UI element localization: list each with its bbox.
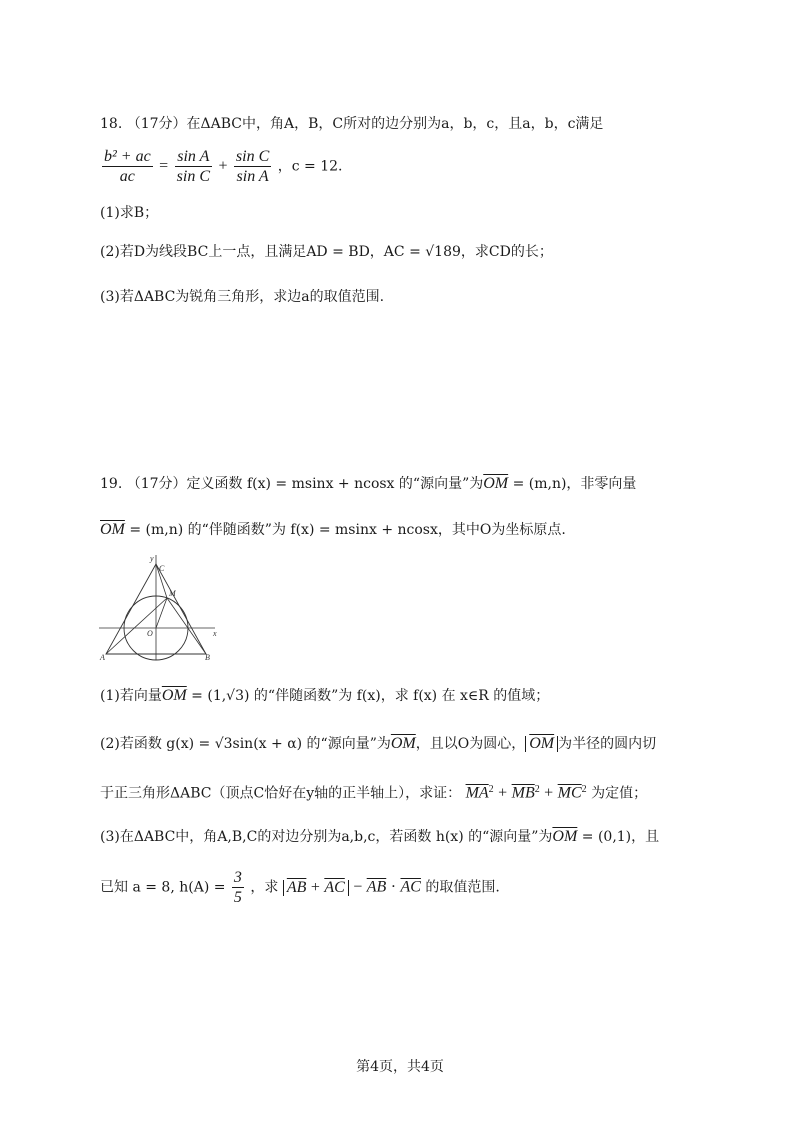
q19-stem-line1 (100, 474, 636, 494)
q18-frac1-num: b² + ac (104, 148, 151, 165)
q19-p2-line2-b: 为定值； (591, 785, 648, 802)
q19-p2-c: 为半径的圆内切 (558, 736, 657, 752)
q19-p3-frac-num: 3 (233, 869, 242, 886)
q18-frac3-den: sin A (234, 166, 271, 186)
q19-stem-b: = (m,n)，非零向量 (508, 476, 637, 492)
q19-p2-line2-a: 于正三角形ΔABC（顶点C恰好在y轴的正半轴上），求证： (100, 785, 462, 802)
q19-p3-a: (3)在ΔABC中，角A,B,C的对边分别为a,b,c，若函数 h(x) 的“源向量”为 (100, 829, 553, 845)
q18-frac1-den: ac (102, 166, 153, 186)
q19-stem2-b: = (m,n) 的“伴随函数”为 f(x) = msinx + ncosx，其中O为坐标原点. (124, 522, 566, 538)
q18-part2: (2)若D为线段BC上一点，且满足AD = BD，AC = √189，求CD的长； (100, 244, 553, 260)
q19-vector-om-2: $\overline{OM}$ (100, 521, 125, 538)
q19-p3-minus: − (353, 878, 363, 896)
q19-p3-line2-b: ，求 (250, 879, 279, 896)
q19-vector-ab-2: $\overline{AB}$ (366, 878, 387, 896)
q19-vector-mc: $\overline{MC}$ (557, 784, 582, 802)
q19-p2-abs-om (525, 736, 558, 752)
q18-equation (100, 147, 342, 186)
q18-frac3 (234, 147, 271, 186)
q18-frac2-den: sin C (176, 168, 210, 185)
q19-sq-2: 2 (534, 784, 540, 795)
q18-stem: 18. （17分）在ΔABC中，角A，B，C所对的边分别为a，b，c，且a，b，c满足 (100, 116, 604, 132)
q19-part2-line1 (100, 734, 656, 754)
q19-p2-a: (2)若函数 g(x) = √3sin(x + α) 的“源向量”为 (100, 736, 391, 752)
q19-p1-a: (1)若向量 (100, 688, 162, 704)
q19-plus-2: + (544, 784, 554, 802)
segment-om (156, 598, 167, 628)
q18-part1: (1)求B； (100, 205, 159, 221)
q19-vector-ma: $\overline{MA}$ (465, 784, 489, 802)
q18-frac2-num: sin A (177, 148, 210, 165)
q19-vector-ac-2: $\overline{AC}$ (400, 878, 421, 896)
q19-sq-1: 2 (488, 784, 494, 795)
label-x: x (213, 629, 217, 638)
label-b: B (205, 653, 210, 662)
q18-plus-sign: + (218, 157, 228, 175)
q19-stem-line2 (100, 520, 566, 540)
q19-vector-mb: $\overline{MB}$ (511, 784, 535, 802)
label-c: C (159, 564, 165, 573)
q18-frac3-num: sin C (235, 148, 270, 165)
label-m: M (169, 589, 176, 598)
q19-p3-plus: + (310, 878, 320, 896)
q19-plus-1: + (498, 784, 508, 802)
q19-part3-line2 (100, 868, 500, 907)
q19-p3-line2-c: 的取值范围. (425, 879, 500, 896)
q19-vector-om: $\overline{OM}$ (483, 475, 509, 492)
q19-part1 (100, 686, 549, 706)
q19-p2-vector-om: $\overline{OM}$ (390, 735, 416, 752)
label-y: y (150, 554, 154, 563)
q19-p3-frac-den: 5 (233, 889, 242, 906)
label-o: O (147, 629, 153, 638)
q19-p3-vector-om: $\overline{OM}$ (552, 828, 578, 845)
q19-p3-line2-a: 已知 a = 8, h(A) = (100, 879, 226, 896)
q19-p3-abs (283, 880, 349, 896)
q19-p1-vector-om: $\overline{OM}$ (161, 687, 187, 704)
page-footer: 第4页，共4页 (356, 1059, 444, 1075)
label-a: A (100, 653, 105, 662)
q19-stem-a: 19. （17分）定义函数 f(x) = msinx + ncosx 的“源向量”为 (100, 476, 484, 492)
q19-p3-b: = (0,1)，且 (577, 829, 660, 845)
q19-sq-3: 2 (581, 784, 587, 795)
q18-eq-tail: ，c = 12. (277, 158, 343, 175)
q19-p3-frac (232, 868, 244, 907)
segment-mb (167, 598, 206, 654)
q19-vector-ac-1: $\overline{AC}$ (324, 878, 345, 896)
q19-p3-dot: · (390, 878, 397, 896)
q19-vector-ab-1: $\overline{AB}$ (286, 878, 307, 896)
q18-part3: (3)若ΔABC为锐角三角形，求边a的取值范围. (100, 289, 385, 305)
q19-part2-line2 (100, 780, 647, 804)
q19-figure (95, 552, 225, 664)
q19-p2-b: ，且以O为圆心， (415, 736, 526, 752)
segment-ma (106, 598, 167, 654)
q18-eq-sign: = (159, 157, 169, 175)
q19-part3-line1 (100, 827, 659, 847)
q18-frac2 (175, 147, 212, 186)
q18-frac1 (102, 147, 153, 186)
q19-p2-vector-om-abs: $\overline{OM}$ (529, 735, 555, 752)
q19-p1-b: = (1,√3) 的“伴随函数”为 f(x)，求 f(x) 在 x∈R 的值域； (186, 688, 550, 704)
